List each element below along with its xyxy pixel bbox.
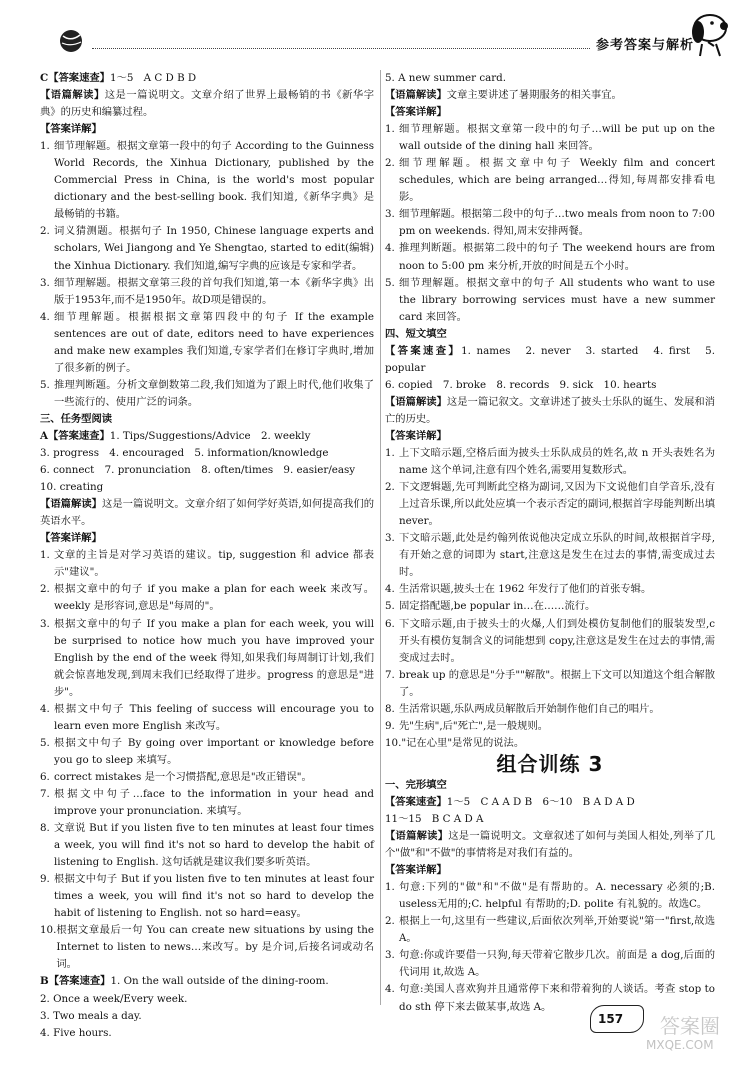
header-title: 参考答案与解析 bbox=[596, 38, 695, 53]
item-text: 根据文中句子 By going over important or knowledge before you go to sleep 来填写。 bbox=[54, 736, 374, 766]
item-number: 4. bbox=[385, 583, 395, 596]
item-text: 细节理解题。根据文章中的句子 All students who want to use the library borrowing services must have a new summer card 来回答。 bbox=[399, 276, 715, 323]
item-text: 生活常识题,披头士在 1962 年发行了他们的首张专辑。 bbox=[399, 583, 652, 596]
bold-label: 【答案详解】 bbox=[385, 106, 447, 119]
item-text: 细节理解题。根据文章第一段中的句子…will be put up on the wall outside of the dining hall 来回答。 bbox=[399, 123, 715, 153]
list-item bbox=[385, 947, 715, 981]
list-item bbox=[385, 155, 715, 206]
list-item bbox=[40, 735, 374, 769]
item-number: 9. bbox=[385, 719, 395, 732]
item-text: 上下文暗示题,空格后面为披头士乐队成员的姓名,故 n 开头表姓名为 name 这个单词,注意有四个姓名,需要用复数形式。 bbox=[399, 447, 715, 477]
paragraph bbox=[40, 530, 374, 547]
bold-label: 【答案速查】 bbox=[385, 344, 462, 357]
text-run: 11～15 B C A D A bbox=[385, 813, 484, 826]
paragraph bbox=[40, 991, 374, 1008]
item-text: 词义猜测题。根据句子 In 1950, Chinese language experts and scholars, Wei Jiangong and Ye Shengtao, started to edit(编辑) the Xinhua Dictionary. 我们知道,编写字典的应该是专家和学者。 bbox=[54, 225, 374, 272]
list-item bbox=[385, 530, 715, 581]
item-text: 文章说 But if you listen five to ten minutes at least four times a week, you will find it's not so hard to develop the habit of listening to English. 这句话就是建议我们要多听英语。 bbox=[54, 822, 374, 869]
paragraph bbox=[385, 87, 715, 104]
item-text: 根据文章中的句子 if you make a plan for each week 来改写。weekly 是形容词,意思是"每周的"。 bbox=[54, 583, 374, 613]
paragraph bbox=[385, 428, 715, 445]
paragraph bbox=[40, 462, 374, 479]
bold-label: 【答案速查】 bbox=[385, 795, 447, 808]
list-item bbox=[40, 377, 374, 411]
bold-label: 【语篇解读】 bbox=[385, 830, 449, 843]
item-number: 6. bbox=[385, 617, 395, 630]
item-number: 3. bbox=[40, 276, 50, 289]
list-item bbox=[40, 922, 374, 973]
item-text: 细节理解题。根据文章第一段中的句子 According to the Guinness World Records, the Xinhua Dictionary, published by the Commercial Press in China, is the world's most popular dictionary and the best-selling book. 我们知道,《新华字典》是最畅销的书籍。 bbox=[54, 140, 374, 221]
bold-label: 【语篇解读】 bbox=[385, 89, 447, 102]
column-divider bbox=[380, 70, 381, 1005]
item-number: 10. bbox=[40, 924, 57, 937]
item-number: 4. bbox=[40, 310, 50, 323]
item-number: 5. bbox=[40, 736, 50, 749]
item-text: 根据文中句子 But if you listen five to ten minutes at least four times a week, you will find it's not so hard to develop the habit of listening to English. not so hard=easy。 bbox=[54, 873, 374, 920]
bold-label: C【答案速查】 bbox=[40, 72, 110, 84]
item-text: correct mistakes 是一个习惯搭配,意思是"改正错误"。 bbox=[54, 770, 312, 783]
bold-label: 【答案详解】 bbox=[40, 532, 102, 545]
paragraph bbox=[40, 445, 374, 462]
text-run: 1～5 C A A D B 6～10 B A D A D bbox=[446, 795, 635, 808]
item-text: 细节理解题。根据根据文章第四段中的句子 If the example sentences are out of date, editors need to have experiences and make new examples 我们知道,专家学者们在修订字典时,增加了很多新的例子。 bbox=[54, 310, 374, 374]
item-text: 根据文章最后一句 You can create new situations by using the Internet to listen to news…来改写。by 是介词,后接名词或动名词。 bbox=[56, 924, 374, 971]
list-item bbox=[40, 138, 374, 223]
item-number: 10. bbox=[385, 736, 402, 749]
item-text: 根据文章中的句子 If you make a plan for each week, you will be surprised to notice how much you have improved your English by the end of the week 得知,如果我们每周制订计划,我们就会惊喜地发现,到周末我们已经取得了进步。progress 的意思是"进步"。 bbox=[54, 617, 374, 698]
item-number: 1. bbox=[40, 140, 50, 153]
paragraph bbox=[385, 377, 715, 394]
text-run: 1～5 A C D B D bbox=[109, 72, 197, 84]
text-run: 1. Tips/Suggestions/Advice 2. weekly bbox=[109, 429, 311, 442]
item-text: 细节理解题。根据文章中句子 Weekly film and concert schedules, which are being arranged…得知,每周都安排看电影。 bbox=[399, 157, 715, 204]
item-text: 先"生病",后"死亡",是一般规则。 bbox=[399, 719, 549, 732]
list-item bbox=[385, 598, 715, 615]
list-item bbox=[385, 240, 715, 274]
item-number: 3. bbox=[385, 949, 395, 962]
bold-label: 【语篇解读】 bbox=[40, 498, 103, 511]
paragraph bbox=[385, 70, 715, 87]
item-text: 下文逻辑题,先可判断此空格为副词,又因为下文说他们自学音乐,没有上过音乐课,所以此处应填一个表示否定的副词,根据首字母能判断出填 never。 bbox=[399, 481, 715, 528]
list-item bbox=[40, 581, 374, 615]
item-number: 2. bbox=[385, 157, 395, 170]
list-item bbox=[385, 206, 715, 240]
item-number: 2. bbox=[40, 583, 50, 596]
text-run: 1. On the wall outside of the dining-room. bbox=[110, 975, 329, 988]
item-text: 下文暗示题,此处是约翰列侬说他决定成立乐队的时间,故根据首字母,有开始之意的词即为 start,注意这是发生在过去的事情,需变成过去时。 bbox=[399, 532, 715, 579]
list-item bbox=[40, 701, 374, 735]
item-number: 7. bbox=[385, 668, 395, 681]
page-header bbox=[0, 0, 750, 60]
text-run: 3. Two meals a day. bbox=[40, 1009, 142, 1022]
item-text: 细节理解题。根据文章第三段的首句我们知道,第一本《新华字典》出版于1953年,而不是1950年。故D项是错误的。 bbox=[54, 276, 374, 306]
bold-label: 【答案详解】 bbox=[40, 123, 102, 136]
page-number: 157 bbox=[598, 1012, 624, 1026]
list-item bbox=[40, 223, 374, 274]
section-title: 组合训练 3 bbox=[496, 751, 604, 776]
bold-label: B【答案速查】 bbox=[40, 975, 111, 988]
section-heading: 三、任务型阅读 bbox=[40, 412, 113, 425]
text-run: 1. names 2. never 3. started 4. first 5. popular bbox=[385, 344, 716, 374]
item-number: 8. bbox=[385, 702, 395, 715]
paragraph bbox=[385, 343, 715, 377]
item-text: 细节理解题。根据第二段中的句子…two meals from noon to 7:00 pm on weekends. 得知,周末安排两餐。 bbox=[399, 208, 715, 238]
item-number: 6. bbox=[40, 770, 50, 783]
text-run: 6. connect 7. pronunciation 8. often/times 9. easier/easy bbox=[40, 464, 356, 477]
right-column-top bbox=[385, 70, 715, 752]
paragraph bbox=[385, 104, 715, 121]
text-run: 这是一篇记叙文。文章讲述了披头士乐队的诞生、发展和消亡的历史。 bbox=[385, 395, 716, 425]
paragraph bbox=[385, 794, 715, 811]
header-rule bbox=[92, 48, 590, 49]
left-column bbox=[40, 70, 374, 1042]
item-text: 推理判断题。根据第二段中的句子 The weekend hours are from noon to 5:00 pm 来分析,开放的时间是五个小时。 bbox=[399, 242, 715, 272]
list-item bbox=[385, 879, 715, 913]
list-item bbox=[40, 547, 374, 581]
item-number: 5. bbox=[40, 378, 50, 391]
paragraph bbox=[40, 70, 374, 87]
item-text: 下文暗示题,由于披头士的火爆,人们到处模仿复制他们的服装发型,c 开头有模仿复制含义的词能想到 copy,注意这是发生在过去的事情,需变成过去时。 bbox=[399, 617, 715, 664]
list-item bbox=[385, 667, 715, 701]
item-text: 根据上一句,这里有一些建议,后面依次列举,开始要说"第一"first,故选 A。 bbox=[399, 915, 715, 945]
paragraph bbox=[40, 1025, 374, 1042]
list-item bbox=[385, 913, 715, 947]
paragraph bbox=[40, 121, 374, 138]
watermark-logo: 答案圈 bbox=[660, 1014, 720, 1038]
item-number: 5. bbox=[385, 600, 395, 613]
item-text: 根据文中句子…face to the information in your head and improve your pronunciation. 来填写。 bbox=[54, 787, 374, 818]
item-number: 3. bbox=[385, 208, 395, 221]
item-text: 生活常识题,乐队两成员解散后开始制作他们自己的唱片。 bbox=[399, 702, 660, 715]
list-item bbox=[385, 616, 715, 667]
list-item bbox=[40, 616, 374, 701]
paragraph bbox=[40, 87, 374, 121]
item-text: 固定搭配题,be popular in…在……流行。 bbox=[399, 600, 596, 613]
item-number: 9. bbox=[40, 873, 50, 886]
paragraph bbox=[40, 496, 374, 530]
item-number: 4. bbox=[40, 702, 50, 715]
list-item bbox=[40, 871, 374, 922]
list-item bbox=[40, 275, 374, 309]
text-run: 文章主要讲述了暑期服务的相关事宜。 bbox=[446, 89, 622, 102]
item-number: 1. bbox=[40, 549, 50, 562]
list-item bbox=[385, 479, 715, 530]
item-number: 1. bbox=[385, 881, 395, 894]
item-number: 1. bbox=[385, 123, 395, 136]
list-item bbox=[40, 820, 374, 871]
paragraph bbox=[385, 862, 715, 879]
bold-label: 【语篇解读】 bbox=[385, 395, 447, 408]
text-run: 10. creating bbox=[40, 481, 104, 494]
item-text: "记在心里"是常见的说法。 bbox=[401, 736, 525, 749]
text-run: 2. Once a week/Every week. bbox=[40, 992, 188, 1005]
bold-label: 【语篇解读】 bbox=[40, 89, 105, 102]
bold-label: A【答案速查】 bbox=[40, 429, 110, 442]
text-run: 5. A new summer card. bbox=[385, 72, 507, 84]
item-text: 句意:你或许要借一只狗,每天带着它散步几次。前面是 a dog,后面的代词用 it,故选 A。 bbox=[399, 949, 715, 979]
item-number: 7. bbox=[40, 787, 50, 800]
bold-label: 【答案详解】 bbox=[385, 864, 447, 877]
item-number: 3. bbox=[40, 617, 50, 630]
list-item bbox=[385, 445, 715, 479]
text-run: 这是一篇说明文。文章叙述了如何与美国人相处,列举了几个"做"和"不做"的事情将是对我们有益的。 bbox=[385, 830, 716, 860]
item-text: 根据文中句子 This feeling of success will encourage you to learn even more English 来改写。 bbox=[54, 702, 374, 732]
text-run: 4. Five hours. bbox=[40, 1026, 112, 1039]
item-number: 3. bbox=[385, 532, 395, 545]
text-run: 这是一篇说明文。文章介绍了世界上最畅销的书《新华字典》的历史和编纂过程。 bbox=[40, 89, 375, 119]
item-text: break up 的意思是"分手""解散"。根据上下文可以知道这个组合解散了。 bbox=[399, 668, 715, 698]
item-text: 句意:美国人喜欢狗并且通常停下来和带着狗的人谈话。考查 stop to do sth 停下来去做某事,故选 A。 bbox=[399, 983, 715, 1013]
list-item bbox=[385, 275, 715, 326]
list-item bbox=[385, 718, 715, 735]
globe-logo-icon bbox=[58, 28, 86, 54]
list-item bbox=[385, 581, 715, 598]
bold-label: 【答案详解】 bbox=[385, 429, 447, 442]
paragraph bbox=[40, 428, 374, 445]
list-item bbox=[385, 735, 715, 752]
item-text: 推理判断题。分析文章倒数第二段,我们知道为了跟上时代,他们收集了一些流行的、使用广泛的词条。 bbox=[54, 378, 374, 408]
paragraph bbox=[40, 1008, 374, 1025]
item-text: 文章的主旨是对学习英语的建议。tip, suggestion 和 advice 都表示"建议"。 bbox=[54, 549, 374, 579]
text-run: 6. copied 7. broke 8. records 9. sick 10. hearts bbox=[385, 378, 657, 391]
paragraph bbox=[40, 479, 374, 496]
list-item bbox=[40, 786, 374, 820]
paragraph bbox=[385, 394, 715, 428]
section-heading: 四、短文填空 bbox=[385, 327, 447, 340]
section-heading: 一、完形填空 bbox=[385, 778, 447, 791]
paragraph bbox=[385, 811, 715, 828]
item-number: 4. bbox=[385, 983, 395, 996]
item-text: 句意:下列的"做"和"不做"是有帮助的。A. necessary 必须的;B. useless无用的;C. helpful 有帮助的;D. polite 有礼貌的。故选C。 bbox=[399, 881, 715, 911]
item-number: 2. bbox=[40, 225, 50, 238]
item-number: 1. bbox=[385, 447, 395, 460]
list-item bbox=[385, 701, 715, 718]
item-number: 4. bbox=[385, 242, 395, 255]
list-item bbox=[40, 769, 374, 786]
item-number: 2. bbox=[385, 915, 395, 928]
list-item bbox=[385, 121, 715, 155]
paragraph bbox=[40, 973, 374, 990]
text-run: 这是一篇说明文。文章介绍了如何学好英语,如何提高我们的英语水平。 bbox=[40, 498, 374, 528]
item-number: 5. bbox=[385, 276, 395, 289]
watermark-url: MXQE.COM bbox=[646, 1038, 714, 1052]
text-run: 3. progress 4. encouraged 5. information/knowledge bbox=[40, 447, 329, 460]
snoopy-mascot-icon bbox=[680, 6, 740, 58]
paragraph bbox=[385, 828, 715, 862]
right-column-bottom bbox=[385, 777, 715, 1016]
item-number: 2. bbox=[385, 481, 395, 494]
right-column bbox=[385, 70, 715, 1016]
item-number: 8. bbox=[40, 822, 50, 835]
list-item bbox=[40, 309, 374, 377]
